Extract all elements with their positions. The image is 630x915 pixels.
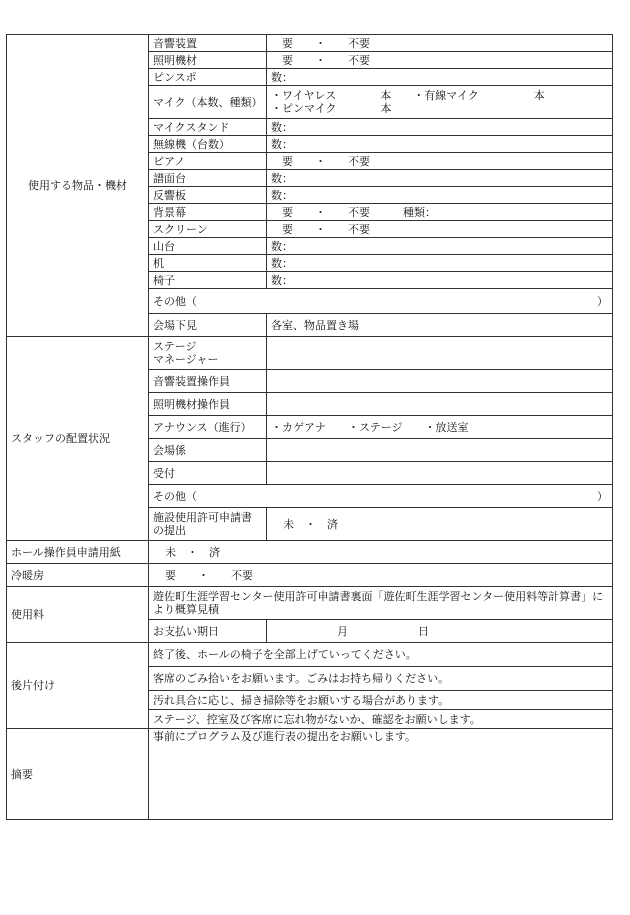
facility-permit-label: 施設使用許可申請書の提出 — [149, 508, 267, 541]
mic-line-1: ・ワイヤレス 本 ・有線マイク 本 — [271, 89, 545, 102]
staff-other-open: その他（ — [153, 489, 197, 503]
payment-due-label: お支払い期日 — [149, 620, 267, 643]
cleanup-line: 客席のごみ拾いをお願います。ごみはお持ち帰りください。 — [149, 667, 613, 691]
equipment-item-value[interactable]: 数： — [267, 69, 613, 86]
equipment-item-label: スクリーン — [149, 221, 267, 238]
fee-note: 遊佐町生涯学習センター使用許可申請書裏面「遊佐町生涯学習センター使用料等計算書」により概算見積 — [149, 587, 613, 620]
reception-value[interactable] — [267, 462, 613, 485]
stage-manager-label: ステージ マネージャー — [149, 337, 267, 370]
venue-inspection-label: 会場下見 — [149, 314, 267, 337]
summary-note[interactable]: 事前にプログラム及び進行表の提出をお願いします。 — [149, 729, 613, 820]
equipment-item-label: ピアノ — [149, 153, 267, 170]
announce-label: アナウンス（進行） — [149, 416, 267, 439]
facility-permit-value[interactable]: 未 ・ 済 — [267, 508, 613, 541]
stage-manager-value[interactable] — [267, 337, 613, 370]
equipment-other-open: その他（ — [153, 294, 197, 308]
facility-usage-form — [6, 34, 613, 820]
hvac-label: 冷暖房 — [7, 564, 149, 587]
equipment-item-value[interactable]: 数： — [267, 255, 613, 272]
equipment-item-label: 机 — [149, 255, 267, 272]
mic-value[interactable] — [267, 86, 613, 119]
equipment-item-value[interactable]: 要 ・ 不要 — [267, 221, 613, 238]
fee-label: 使用料 — [7, 587, 149, 643]
staff-other[interactable] — [149, 485, 613, 508]
equipment-item-label: 譜面台 — [149, 170, 267, 187]
equipment-item-value[interactable]: 要 ・ 不要 種類： — [267, 204, 613, 221]
sound-operator-value[interactable] — [267, 370, 613, 393]
equipment-item-label: 椅子 — [149, 272, 267, 289]
equipment-item-label: 反響板 — [149, 187, 267, 204]
mic-line-2: ・ピンマイク 本 — [271, 102, 392, 115]
hvac-value[interactable]: 要 ・ 不要 — [149, 564, 613, 587]
equipment-item-label: 照明機材 — [149, 52, 267, 69]
venue-staff-label: 会場係 — [149, 439, 267, 462]
equipment-other-close: ） — [597, 294, 608, 308]
equipment-item-label: 無線機（台数） — [149, 136, 267, 153]
equipment-item-value[interactable]: 数： — [267, 187, 613, 204]
hall-operator-label: ホール操作員申請用紙 — [7, 541, 149, 564]
reception-label: 受付 — [149, 462, 267, 485]
hall-operator-value[interactable]: 未 ・ 済 — [149, 541, 613, 564]
equipment-item-label: 山台 — [149, 238, 267, 255]
cleanup-line: ステージ、控室及び客席に忘れ物がないか、確認をお願いします。 — [149, 710, 613, 729]
equipment-section-label: 使用する物品・機材 — [7, 35, 149, 337]
equipment-item-value[interactable]: 要 ・ 不要 — [267, 153, 613, 170]
cleanup-label: 後片付け — [7, 643, 149, 729]
equipment-item-value[interactable]: 要 ・ 不要 — [267, 52, 613, 69]
equipment-other[interactable] — [149, 289, 613, 314]
equipment-item-value[interactable]: 数： — [267, 119, 613, 136]
lighting-operator-label: 照明機材操作員 — [149, 393, 267, 416]
equipment-item-value[interactable]: 要 ・ 不要 — [267, 35, 613, 52]
equipment-item-value[interactable]: 数： — [267, 272, 613, 289]
equipment-item-label: マイクスタンド — [149, 119, 267, 136]
summary-label: 摘要 — [7, 729, 149, 820]
venue-inspection-item: 各室、物品置き場 — [267, 314, 613, 337]
cleanup-line: 汚れ具合に応じ、掃き掃除等をお願いする場合があります。 — [149, 691, 613, 710]
staff-section-label: スタッフの配置状況 — [7, 337, 149, 541]
sound-operator-label: 音響装置操作員 — [149, 370, 267, 393]
cleanup-line: 終了後、ホールの椅子を全部上げていってください。 — [149, 643, 613, 667]
staff-other-close: ） — [597, 489, 608, 503]
venue-staff-value[interactable] — [267, 439, 613, 462]
payment-due-value[interactable] — [267, 620, 613, 643]
month-label: 月 — [337, 624, 348, 638]
equipment-item-label: 背景幕 — [149, 204, 267, 221]
equipment-item-value[interactable]: 数： — [267, 238, 613, 255]
announce-value[interactable]: ・カゲアナ ・ステージ ・放送室 — [267, 416, 613, 439]
equipment-item-value[interactable]: 数： — [267, 170, 613, 187]
lighting-operator-value[interactable] — [267, 393, 613, 416]
equipment-item-value[interactable]: 数： — [267, 136, 613, 153]
equipment-item-label: 音響装置 — [149, 35, 267, 52]
equipment-item-label: ピンスポ — [149, 69, 267, 86]
equipment-item-label: マイク（本数、種類） — [149, 86, 267, 119]
day-label: 日 — [418, 624, 429, 638]
